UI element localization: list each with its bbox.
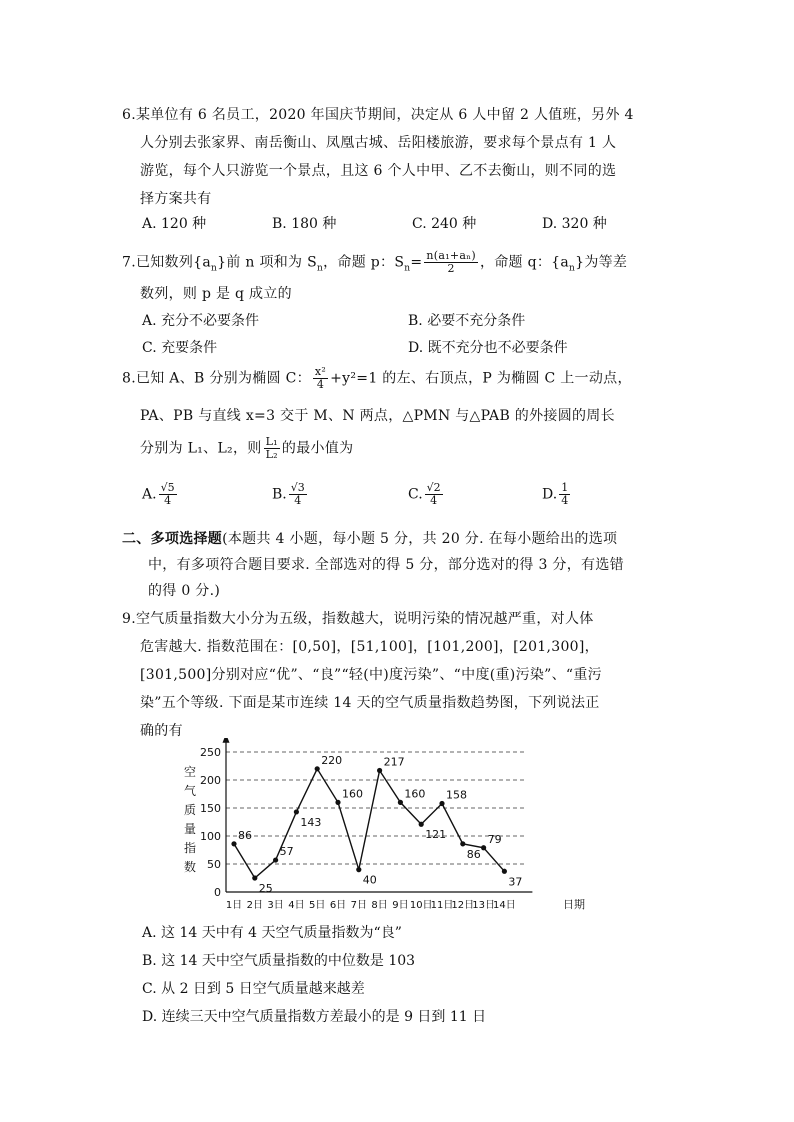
data-point xyxy=(502,869,507,874)
q9-option-c[interactable]: C. 从 2 日到 5 日空气质量越来越差 xyxy=(142,981,365,997)
data-label: 25 xyxy=(258,882,273,895)
q9-line-5: 确的有 xyxy=(140,723,183,739)
q9-option-a[interactable]: A. 这 14 天中有 4 天空气质量指数为“良” xyxy=(142,925,402,941)
q6-line-2: 人分别去张家界、南岳衡山、凤凰古城、岳阳楼旅游，要求每个景点有 1 人 xyxy=(140,135,617,151)
y-axis-label-char: 质 xyxy=(183,803,197,817)
x-tick-label: 14日 xyxy=(493,900,516,911)
q6-option-b[interactable]: B. 180 种 xyxy=(272,216,337,232)
x-tick-label: 9日 xyxy=(392,900,409,911)
x-tick-label: 12日 xyxy=(451,900,475,911)
q7-option-c[interactable]: C. 充要条件 xyxy=(142,340,218,356)
x-tick-label: 2日 xyxy=(246,900,263,911)
data-point xyxy=(335,800,340,805)
q9-line-3: [301,500]分别对应“优”、“良”“轻(中)度污染”、“中度(重)污染”、“重污 xyxy=(140,667,602,683)
data-label: 86 xyxy=(466,847,481,861)
q6-line-4: 择方案共有 xyxy=(140,191,212,207)
data-label: 40 xyxy=(362,873,377,887)
x-tick-label: 3日 xyxy=(267,900,284,911)
q8-ratio-fraction: $\frac{\text{L₁}}{\text{L₂}}$ xyxy=(265,435,278,461)
q9-line-4: 染”五个等级. 下面是某市连续 14 天的空气质量指数趋势图，下列说法正 xyxy=(140,695,600,711)
q8-line-3: 分别为 L₁、L₂，则 $\frac{\text{L₁}}{\text{L₂}}$ 的最小值为 xyxy=(140,435,354,461)
q7-option-d[interactable]: D. 既不充分也不必要条件 xyxy=(408,340,568,356)
y-axis-label-char: 量 xyxy=(183,822,197,836)
aqi-trend-chart xyxy=(176,738,596,916)
data-point xyxy=(419,822,424,827)
data-point xyxy=(252,875,257,880)
data-point xyxy=(481,845,486,850)
data-label: 37 xyxy=(508,875,523,889)
q8-option-d[interactable]: D. $\frac{1}{4}$ xyxy=(542,481,569,507)
x-tick-label: 4日 xyxy=(288,900,305,911)
data-label: 86 xyxy=(238,828,252,842)
data-point xyxy=(460,841,465,846)
q9-line-1: 9.空气质量指数大小分为五级，指数越大，说明污染的情况越严重，对人体 xyxy=(122,611,594,627)
data-label: 160 xyxy=(404,787,426,801)
y-axis-label-char: 气 xyxy=(183,784,197,798)
data-point xyxy=(294,809,299,814)
x-tick-label: 5日 xyxy=(309,900,326,911)
data-label: 220 xyxy=(321,753,343,767)
y-axis-label-char: 空 xyxy=(183,765,197,779)
q8-option-c[interactable]: C. $\frac{√2}{4}$ xyxy=(408,481,441,507)
data-label: 143 xyxy=(300,815,322,829)
q7-option-a[interactable]: A. 充分不必要条件 xyxy=(142,313,260,329)
y-axis-label-char: 指 xyxy=(183,841,197,855)
q9-option-d[interactable]: D. 连续三天中空气质量指数方差最小的是 9 日到 11 日 xyxy=(142,1009,487,1025)
q8-option-b[interactable]: B. $\frac{√3}{4}$ xyxy=(272,481,305,507)
data-label: 217 xyxy=(383,755,405,769)
q9-line-2: 危害越大. 指数范围在：[0,50]，[51,100]，[101,200]，[201,300]， xyxy=(140,639,599,655)
q7-line-2: 数列，则 p 是 q 成立的 xyxy=(140,286,292,302)
q7-line-1: 7.已知数列$\{a_n\}$前 n 项和为 $S_n$，命题 p：$S_n=$ $\frac{\text{n(a₁+aₙ)}}{2}$ ，命题 q：$\{a_n\}$为等差 xyxy=(122,249,628,275)
q8-line-1: 8.已知 A、B 分别为椭圆 C： $\frac{\text{x²}}{4}$ +y²=1 的左、右顶点，P 为椭圆 C 上一动点， xyxy=(122,365,632,391)
q8-option-a[interactable]: A. $\frac{√5}{4}$ xyxy=(142,481,175,507)
x-axis-label: 日期 xyxy=(563,898,585,911)
x-tick-label: 10日 xyxy=(409,900,433,911)
q7-fraction: $\frac{\text{n(a₁+aₙ)}}{2}$ xyxy=(426,249,476,275)
x-tick-label: 7日 xyxy=(350,900,367,911)
q6-line-3: 游览，每个人只游览一个景点，且这 6 个人中甲、乙不去衡山，则不同的选 xyxy=(140,163,617,179)
y-tick-label: 100 xyxy=(200,830,221,843)
q8-line-2: PA、PB 与直线 x=3 交于 M、N 两点，△PMN 与△PAB 的外接圆的周长 xyxy=(140,408,615,424)
y-axis-arrow xyxy=(223,738,230,743)
x-tick-label: 13日 xyxy=(472,900,495,911)
q8-ellipse-fraction: $\frac{\text{x²}}{4}$ xyxy=(314,365,327,391)
x-tick-label: 1日 xyxy=(225,900,243,911)
q6-option-c[interactable]: C. 240 种 xyxy=(412,216,477,232)
y-tick-label: 0 xyxy=(214,886,221,899)
data-label: 160 xyxy=(342,787,363,801)
y-tick-label: 150 xyxy=(200,802,221,815)
data-point xyxy=(356,867,361,872)
data-point xyxy=(231,841,236,846)
x-tick-label: 6日 xyxy=(329,900,347,911)
q6-option-d[interactable]: D. 320 种 xyxy=(542,216,607,232)
x-tick-label: 11日 xyxy=(430,900,454,911)
data-label: 57 xyxy=(279,845,294,859)
section2-line-3: 的得 0 分.) xyxy=(148,583,221,599)
y-tick-label: 50 xyxy=(207,858,221,871)
q6-option-a[interactable]: A. 120 种 xyxy=(142,216,207,232)
y-axis-label-char: 数 xyxy=(183,860,197,874)
q9-option-b[interactable]: B. 这 14 天中空气质量指数的中位数是 103 xyxy=(142,953,416,969)
data-point xyxy=(377,768,382,773)
data-point xyxy=(315,766,320,771)
section2-line-1: 二、多项选择题(本题共 4 小题，每小题 5 分，共 20 分. 在每小题给出的选项 xyxy=(122,531,618,547)
data-point xyxy=(439,801,444,806)
section2-line-2: 中，有多项符合题目要求. 全部选对的得 5 分，部分选对的得 3 分，有选错 xyxy=(148,557,624,573)
q7-option-b[interactable]: B. 必要不充分条件 xyxy=(408,313,526,329)
x-tick-label: 8日 xyxy=(371,900,388,911)
y-tick-label: 200 xyxy=(200,774,221,787)
data-label: 121 xyxy=(425,828,447,842)
y-tick-label: 250 xyxy=(200,746,221,759)
q6-line-1: 6.某单位有 6 名员工，2020 年国庆节期间，决定从 6 人中留 2 人值班，另外 4 xyxy=(122,107,634,123)
data-label: 158 xyxy=(446,788,467,802)
data-label: 79 xyxy=(487,832,502,846)
data-point xyxy=(273,857,278,862)
data-point xyxy=(398,800,403,805)
